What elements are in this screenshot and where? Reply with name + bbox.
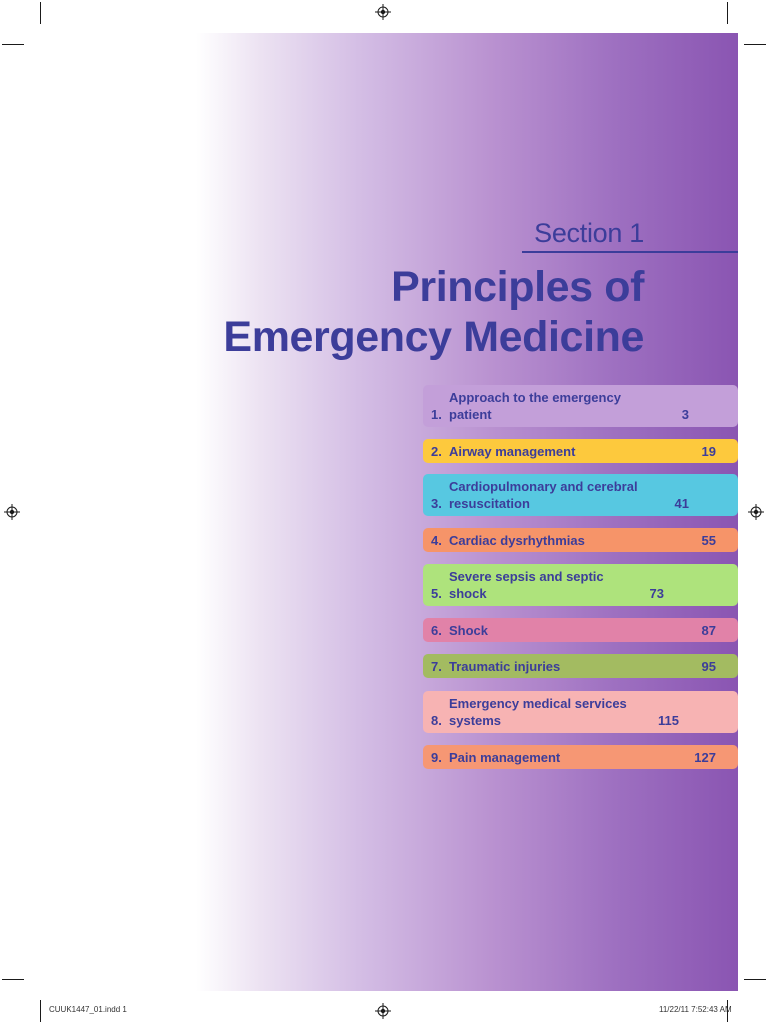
toc-title: Severe sepsis and septic shock xyxy=(449,569,604,601)
registration-mark-bottom-icon xyxy=(375,1003,391,1019)
toc-item-1[interactable] xyxy=(423,385,738,427)
section-title xyxy=(223,262,644,362)
crop-mark-top-right xyxy=(727,2,728,24)
toc-title: Airway management xyxy=(449,444,576,459)
toc-item-4[interactable] xyxy=(423,528,738,552)
section-label: Section 1 xyxy=(534,218,644,248)
toc-title: Emergency medical services systems xyxy=(449,696,627,728)
toc-title: Cardiopulmonary and cerebral resuscitation xyxy=(449,479,638,511)
toc-row xyxy=(431,622,716,639)
toc-number: 2. xyxy=(431,444,442,459)
toc-item-8[interactable] xyxy=(423,691,738,733)
toc-page: 19 xyxy=(701,444,716,459)
section-rule xyxy=(522,251,738,253)
toc-row xyxy=(431,389,716,423)
footer-file-slug: CUUK1447_01.indd 1 xyxy=(49,1005,127,1014)
toc-item-2[interactable] xyxy=(423,439,738,463)
toc-row xyxy=(431,695,716,729)
toc-title: Cardiac dysrhythmias xyxy=(449,533,585,548)
toc-number: 4. xyxy=(431,533,442,548)
toc-row xyxy=(431,658,716,675)
crop-mark-right-bottom xyxy=(744,979,766,980)
toc-number: 9. xyxy=(431,750,442,765)
toc-item-9[interactable] xyxy=(423,745,738,769)
toc-item-5[interactable] xyxy=(423,564,738,606)
registration-mark-left-icon xyxy=(4,504,20,520)
registration-mark-right-icon xyxy=(748,504,764,520)
registration-mark-top-icon xyxy=(375,4,391,20)
toc-page: 55 xyxy=(701,533,716,548)
crop-mark-bottom-left xyxy=(40,1000,41,1022)
toc-row xyxy=(431,443,716,460)
toc-page: 3 xyxy=(681,407,689,422)
toc-number: 5. xyxy=(431,586,442,601)
section-title-line-1: Principles of xyxy=(391,263,644,311)
crop-mark-top-left xyxy=(40,2,41,24)
toc-number: 3. xyxy=(431,496,442,511)
crop-mark-right-top xyxy=(744,44,766,45)
toc-title: Shock xyxy=(449,623,489,638)
toc-row xyxy=(431,568,716,602)
toc-title: Traumatic injuries xyxy=(449,659,561,674)
toc-number: 6. xyxy=(431,623,442,638)
toc-row xyxy=(431,478,716,512)
toc-number: 7. xyxy=(431,659,442,674)
toc-title: Pain management xyxy=(449,750,561,765)
toc-page: 115 xyxy=(658,713,679,728)
toc-item-7[interactable] xyxy=(423,654,738,678)
toc-page: 87 xyxy=(701,623,716,638)
toc-page: 95 xyxy=(701,659,716,674)
toc-number: 1. xyxy=(431,407,442,422)
toc-item-3[interactable] xyxy=(423,474,738,516)
toc-page: 73 xyxy=(649,586,664,601)
toc-page: 127 xyxy=(694,750,716,765)
crop-mark-left-top xyxy=(2,44,24,45)
toc-row xyxy=(431,749,716,766)
section-title-line-2: Emergency Medicine xyxy=(223,313,644,361)
crop-mark-left-bottom xyxy=(2,979,24,980)
toc-page: 41 xyxy=(674,496,689,511)
toc-number: 8. xyxy=(431,713,442,728)
toc-title: Approach to the emergency patient xyxy=(449,390,621,422)
toc-item-6[interactable] xyxy=(423,618,738,642)
footer-timestamp: 11/22/11 7:52:43 AM xyxy=(659,1005,732,1014)
toc-row xyxy=(431,532,716,549)
